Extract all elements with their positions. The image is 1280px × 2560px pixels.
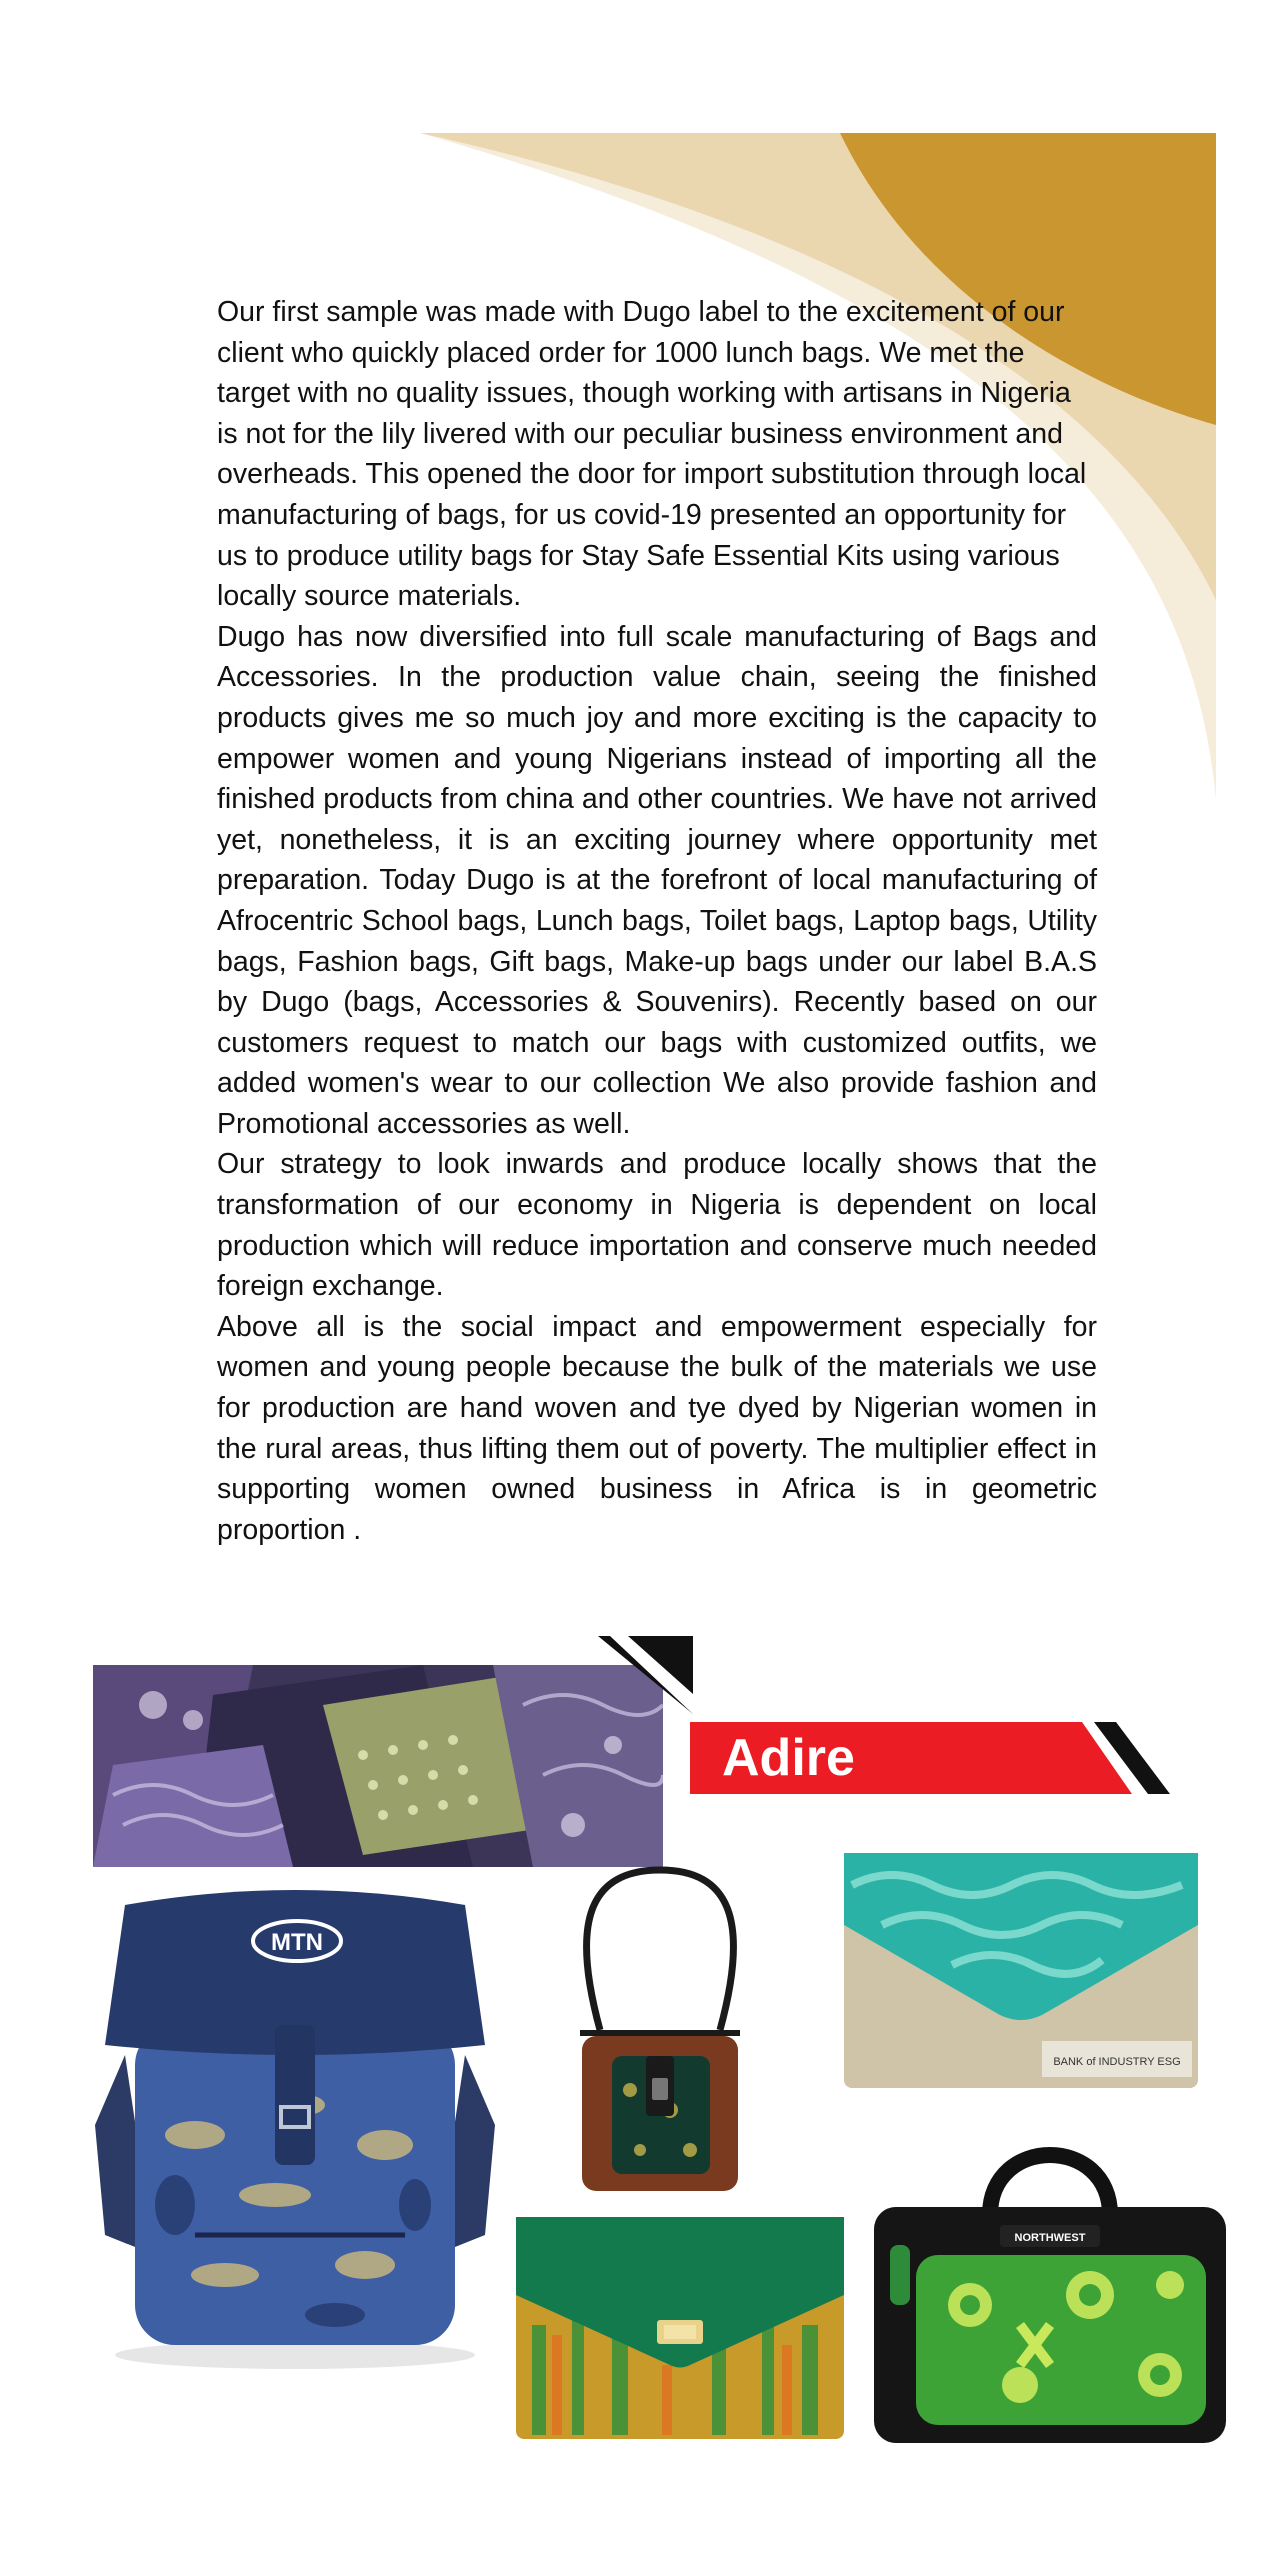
laptop-bag-image [870,2115,1230,2450]
folder-logo-text: BANK of INDUSTRY ESG [1053,2056,1181,2068]
paragraph-3: Our strategy to look inwards and produce locally shows that the transformation of our economy in Nigeria is dependent on local production which will reduce importation and conserve much needed foreign exchange. [217,1148,1097,1303]
laptop-bag-logo-text: NORTHWEST [1014,2232,1086,2244]
mtn-backpack-image [65,1875,525,2375]
backpack-logo-text: MTN [271,1929,323,1956]
crossbody-bag-image [560,1860,760,2200]
paragraph-2: Dugo has now diversified into full scale manufacturing of Bags and Accessories. In the production value chain, seeing the finished products gives me so much joy and more exciting is the capacity to empower women and young Nigerians instead of importing all the finished products from china and other countries. We have not arrived yet, nonetheless, it is an exciting journey where opportunity met preparation. Today Dugo is at the forefront of local manufacturing of Afrocentric School bags, Lunch bags, Toilet bags, Laptop bags, Utility bags, Fashion bags, Gift bags, Make-up bags under our label B.A.S by Dugo (bags, Accessories & Souvenirs). Recently based on our customers request to match our bags with customized outfits, we added women's wear to our collection We also provide fashion and Promotional accessories as well. [217,620,1097,1140]
document-folder-image [842,1845,1200,2090]
adire-fabric-photo [93,1665,663,1867]
paragraph-4: Above all is the social impact and empowerment especially for women and young people because the bulk of the materials we use for production are hand woven and tye dyed by Nigerian women in the rural areas, thus lifting them out of poverty. The multiplier effect in supporting women owned business in Africa is in geometric proportion . [217,1310,1097,1546]
corner-accent-shape [598,1636,693,1714]
clutch-bag-image [512,2215,848,2445]
body-text [217,292,1097,1550]
paragraph-1: Our first sample was made with Dugo label to the excitement of our client who quickly placed order for 1000 lunch bags. We met the target with no quality issues, though working with artisans in Nigeria is not for the lily livered with our peculiar business environment and overheads. This opened the door for import substitution through local manufacturing of bags, for us covid-19 presented an opportunity for us to produce utility bags for Stay Safe Essential Kits using various locally source materials. [217,296,1087,613]
adire-banner-label: Adire [722,1729,855,1787]
